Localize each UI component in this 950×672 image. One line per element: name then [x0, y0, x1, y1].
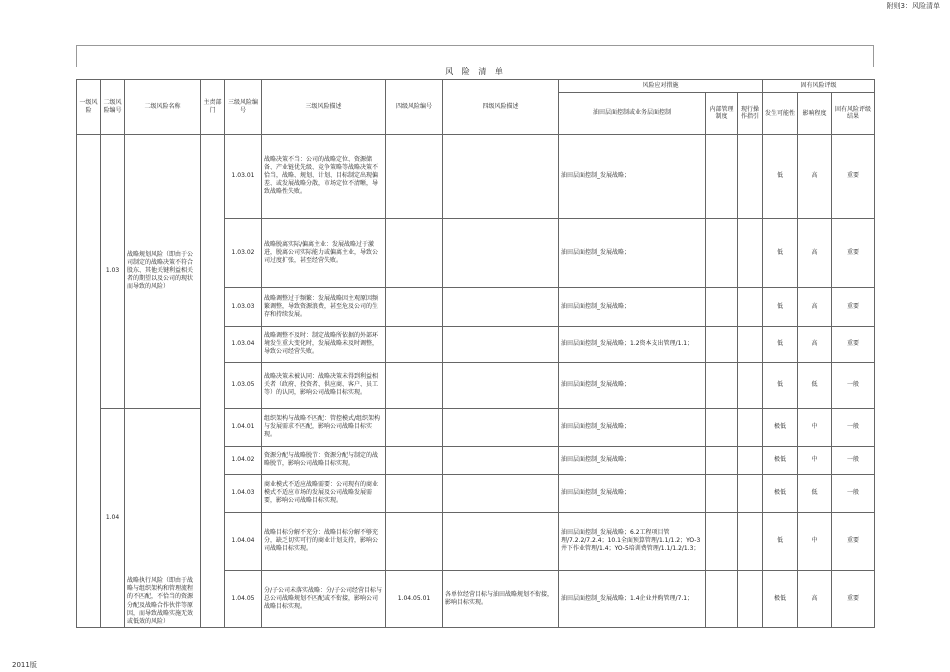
level3-desc: 资源分配与战略脱节：资源分配与制定的战略脱节，影响公司战略目标实现。 [262, 446, 386, 474]
operating-guide-cell [738, 362, 763, 408]
likelihood-cell: 极低 [763, 408, 798, 446]
operating-guide-cell [738, 408, 763, 446]
internal-mgmt-cell [706, 134, 738, 218]
table-row [77, 408, 875, 446]
responsible-dept-cell [201, 134, 225, 627]
header-internal-mgmt: 内部管理制度 [706, 92, 738, 134]
likelihood-cell: 极低 [763, 474, 798, 512]
level3-code: 1.03.03 [225, 287, 262, 326]
level3-desc: 战略目标分解不充分：战略目标分解不够充分，缺乏切实可行的商业计划支持，影响公司战略目标实现。 [262, 512, 386, 570]
operating-guide-cell [738, 446, 763, 474]
header-level3-desc: 三级风险描述 [262, 79, 386, 134]
level3-desc: 战略脱离实际/偏离主业：发展战略过于激进，脱离公司实际能力或偏离主业，导致公司过度扩张，甚至经营失败。 [262, 218, 386, 287]
header-operating-guide: 现行操作指引 [738, 92, 763, 134]
likelihood-cell: 低 [763, 512, 798, 570]
level3-desc: 战略调整不及时：制定战略所依据的外部环境发生重大变化时，发展战略未及时调整，导致公司经营失败。 [262, 326, 386, 362]
risk-table [76, 66, 875, 628]
header-inherent-group: 固有风险评级 [763, 79, 875, 92]
header-level2-code: 二级风险编号 [101, 79, 125, 134]
level3-desc: 组织架构与战略不匹配：管控模式/组织架构与发展需求不匹配，影响公司战略目标实现。 [262, 408, 386, 446]
control-measure: 油田层面控制_发展战略； [559, 134, 706, 218]
operating-guide-cell [738, 134, 763, 218]
level2-code: 1.04 [101, 408, 125, 627]
level4-code [386, 474, 443, 512]
inherent-result-cell: 一般 [832, 446, 875, 474]
internal-mgmt-cell [706, 570, 738, 627]
internal-mgmt-cell [706, 218, 738, 287]
inherent-result-cell: 一般 [832, 474, 875, 512]
header-level4-desc: 四级风险描述 [443, 79, 559, 134]
level3-code: 1.03.05 [225, 362, 262, 408]
header-rule [76, 45, 874, 46]
impact-cell: 高 [798, 570, 832, 627]
table-title: 风 险 清 单 [77, 66, 875, 79]
internal-mgmt-cell [706, 287, 738, 326]
control-measure: 油田层面控制_发展战略； [559, 362, 706, 408]
internal-mgmt-cell [706, 408, 738, 446]
likelihood-cell: 低 [763, 218, 798, 287]
likelihood-cell: 极低 [763, 446, 798, 474]
level3-code: 1.04.01 [225, 408, 262, 446]
level3-desc: 战略调整过于频繁：发展战略因主观原因频繁调整，导致资源浪费，甚至危及公司的生存和持续发展。 [262, 287, 386, 326]
control-measure: 油田层面控制_发展战略；1.4企业并购管理/7.1； [559, 570, 706, 627]
inherent-result-cell: 一般 [832, 362, 875, 408]
level4-code [386, 134, 443, 218]
level4-desc [443, 474, 559, 512]
level4-desc [443, 287, 559, 326]
level3-code: 1.03.01 [225, 134, 262, 218]
level3-code: 1.04.04 [225, 512, 262, 570]
likelihood-cell: 低 [763, 326, 798, 362]
internal-mgmt-cell [706, 326, 738, 362]
inherent-result-cell: 重要 [832, 287, 875, 326]
operating-guide-cell [738, 474, 763, 512]
control-measure: 油田层面控制_发展战略； [559, 474, 706, 512]
impact-cell: 高 [798, 218, 832, 287]
internal-mgmt-cell [706, 362, 738, 408]
level4-code: 1.04.05.01 [386, 570, 443, 627]
level4-code [386, 218, 443, 287]
header-impact: 影响程度 [798, 92, 832, 134]
header-level3-code: 三级风险编号 [225, 79, 262, 134]
level3-code: 1.04.02 [225, 446, 262, 474]
impact-cell: 高 [798, 287, 832, 326]
level2-name: 战略执行风险（即由于战略与组织架构和管理流程的不匹配，不恰当的资源分配及战略合作伙伴等原因，而导致战略实施无效或低效的风险） [125, 408, 201, 627]
level3-code: 1.03.04 [225, 326, 262, 362]
control-measure: 油田层面控制_发展战略；1.2资本支出管理/1.1； [559, 326, 706, 362]
header-inherent-result: 固有风险评级结果 [832, 92, 875, 134]
level3-desc: 商业模式不适应战略需要：公司现有的商业模式不适应市场的发展及公司战略发展需要，影响公司战略目标实现。 [262, 474, 386, 512]
level3-code: 1.04.05 [225, 570, 262, 627]
impact-cell: 高 [798, 326, 832, 362]
likelihood-cell: 极低 [763, 570, 798, 627]
level4-code [386, 408, 443, 446]
operating-guide-cell [738, 326, 763, 362]
inherent-result-cell: 重要 [832, 512, 875, 570]
level3-desc: 分/子公司未落实战略：分/子公司经营目标与总公司战略规划不匹配或不衔接，影响公司战略目标实现。 [262, 570, 386, 627]
inherent-result-cell: 一般 [832, 408, 875, 446]
control-measure: 油田层面控制_发展战略； [559, 218, 706, 287]
level4-desc: 各单位经营目标与油田战略规划不衔接，影响目标实现。 [443, 570, 559, 627]
appendix-label: 附则3：风险清单 [886, 2, 940, 10]
internal-mgmt-cell [706, 446, 738, 474]
control-measure: 油田层面控制_发展战略； [559, 446, 706, 474]
level4-desc [443, 326, 559, 362]
footer-year: 2011版 [12, 660, 37, 669]
inherent-result-cell: 重要 [832, 326, 875, 362]
level4-desc [443, 362, 559, 408]
level4-code [386, 287, 443, 326]
header-level1-risk: 一级风险 [77, 79, 101, 134]
header-level4-code: 四级风险编号 [386, 79, 443, 134]
operating-guide-cell [738, 287, 763, 326]
internal-mgmt-cell [706, 512, 738, 570]
level4-desc [443, 408, 559, 446]
header-measures-group: 风险应对措施 [559, 79, 763, 92]
impact-cell: 低 [798, 362, 832, 408]
control-measure: 油田层面控制_发展战略； [559, 408, 706, 446]
header-level2-name: 二级风险名称 [125, 79, 201, 134]
operating-guide-cell [738, 512, 763, 570]
inherent-result-cell: 重要 [832, 134, 875, 218]
control-measure: 油田层面控制_发展战略；6.2工程项目管理/7.2.2/7.2.4；10.1全面预算管理/1.1/1.2；YO-3井下作业管理/1.4；YO-5培训费管理/1.1/1.2/1.3； [559, 512, 706, 570]
level4-desc [443, 218, 559, 287]
level4-desc [443, 134, 559, 218]
level2-name: 战略规划风险（即由于公司制定的战略决策不符合股东、其他关键利益相关者的期望以及公司的现状而导致的风险） [125, 134, 201, 408]
likelihood-cell: 低 [763, 134, 798, 218]
level3-code: 1.03.02 [225, 218, 262, 287]
level4-code [386, 512, 443, 570]
level4-code [386, 446, 443, 474]
level4-code [386, 326, 443, 362]
level3-desc: 战略决策未被认同：战略决策未得到利益相关者（政府、投资者、供应商、客户、员工等）的认同，影响公司战略目标实现。 [262, 362, 386, 408]
header-field-control: 油田层面控制或业务层面控制 [559, 92, 706, 134]
level2-code: 1.03 [101, 134, 125, 408]
impact-cell: 中 [798, 512, 832, 570]
impact-cell: 低 [798, 474, 832, 512]
inherent-result-cell: 重要 [832, 570, 875, 627]
internal-mgmt-cell [706, 474, 738, 512]
impact-cell: 中 [798, 408, 832, 446]
level4-desc [443, 446, 559, 474]
header-responsible-dept: 主责部门 [201, 79, 225, 134]
level3-code: 1.04.03 [225, 474, 262, 512]
level4-desc [443, 512, 559, 570]
right-frame-line [873, 45, 874, 67]
left-frame-line [76, 45, 77, 67]
impact-cell: 中 [798, 446, 832, 474]
control-measure: 油田层面控制_发展战略； [559, 287, 706, 326]
likelihood-cell: 低 [763, 287, 798, 326]
level3-desc: 战略决策不当：公司的战略定位、资源储备、产业链优先级、竞争策略等战略决策不恰当，战略、规划、计划、目标制定出现偏差、或发展战略分散，市场定位不清晰，导致战略性失败。 [262, 134, 386, 218]
likelihood-cell: 低 [763, 362, 798, 408]
impact-cell: 高 [798, 134, 832, 218]
table-row [77, 134, 875, 218]
inherent-result-cell: 重要 [832, 218, 875, 287]
level1-risk-cell [77, 134, 101, 627]
header-likelihood: 发生可能性 [763, 92, 798, 134]
operating-guide-cell [738, 218, 763, 287]
operating-guide-cell [738, 570, 763, 627]
level4-code [386, 362, 443, 408]
